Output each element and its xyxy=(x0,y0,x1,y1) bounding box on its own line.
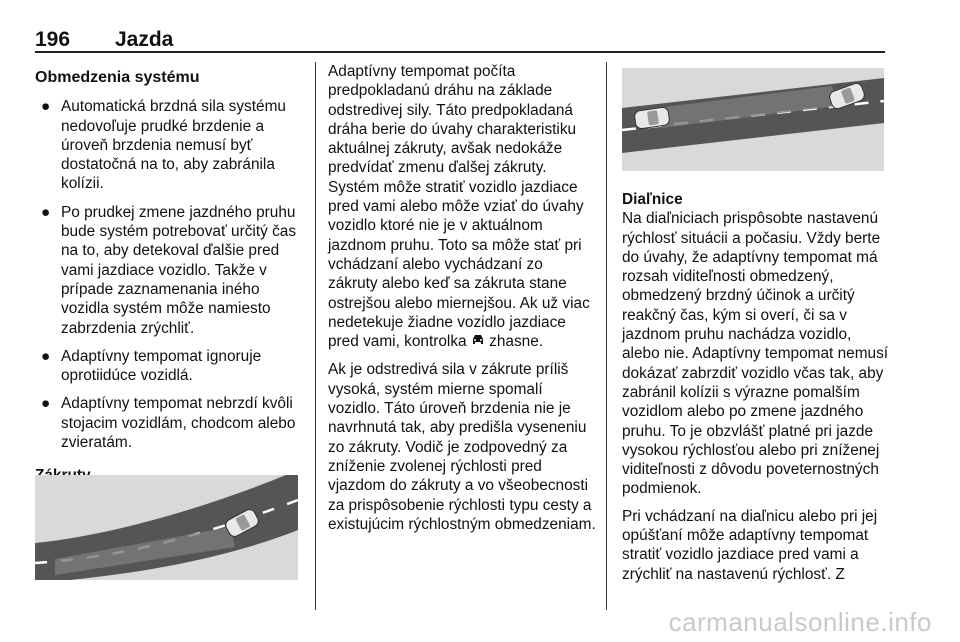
list-item: ● Automatická brzdná sila systému nedovoľuje prudké brzdenie a úroveň brzdenia nemusí byť dostatočná na to, aby zabránila kolízii. xyxy=(41,98,286,193)
highway-illustration xyxy=(622,68,884,171)
page-header xyxy=(35,28,885,52)
page-number: 196 xyxy=(35,28,71,51)
bullet-icon: ● xyxy=(41,98,51,116)
list-item: ● Po prudkej zmene jazdného pruhu bude systém potrebovať určitý čas na to, aby detekoval ďalšie pred vami jazdiace vozidlo. Takže v prípade zaznamenania iného vozidla systém môže namiesto zabrzdenia zrýchliť. xyxy=(41,203,297,337)
paragraph: Ak je odstredivá sila v zákrute príliš vysoká, systém mierne spomalí vozidlo. Táto úroveň brzdenia nie je navrhnutá tak, aby predišla vyseneniu zo zákruty. Vodič je zodpovedný za zníženie zvolenej rýchlosti pred vjazdom do zákruty a vo všeobecnosti za prispôsobenie rýchlosti typu cesty a existujúcim rýchlostným obmedzeniam. xyxy=(328,361,596,533)
header-rule xyxy=(35,51,885,53)
list-item: ● Adaptívny tempomat ignoruje oprotiidúce vozidlá. xyxy=(41,347,262,385)
column-middle xyxy=(328,62,596,542)
column-divider xyxy=(315,62,316,610)
column-divider xyxy=(606,62,607,610)
paragraph: Pri vchádzaní na diaľnicu alebo pri jej opúšťaní môže adaptívny tempomat stratiť vozidlo jazdiace pred vami a zrýchliť na nastavenú rýchlosť. Z xyxy=(622,507,878,583)
list-item: ● Adaptívny tempomat nebrzdí kvôli stojacim vozidlám, chodcom alebo zvieratám. xyxy=(41,395,296,452)
paragraph: Adaptívny tempomat počíta predpokladanú dráhu na základe odstredivej sily. Táto predpokladaná dráha berie do úvahy charakteristiku aktuálnej zákruty, avšak nedokáže predvídať zmenu ďalšej zákruty. Systém môže stratiť vozidlo jazdiace pred vami alebo môže vziať do úvahy vozidlo ktoré nie je v aktuálnom jazdnom pruhu. Toto sa môže stať pri vchádzaní alebo vychádzaní zo zákruty alebo keď sa zákruta stane ostrejšou alebo miernejšou. Ak už viac nedetekuje žiadne vozidlo jazdiace pred vami, kontrolka zhasne. xyxy=(328,62,596,352)
curve-illustration xyxy=(35,475,298,580)
column-right xyxy=(622,190,892,592)
column-left xyxy=(35,62,303,486)
limitations-list xyxy=(35,97,303,452)
section-title: Obmedzenia systému xyxy=(35,69,200,86)
bullet-icon: ● xyxy=(41,395,51,413)
chapter-title: Jazda xyxy=(115,28,174,51)
bullet-icon: ● xyxy=(41,203,51,221)
vehicle-ahead-indicator-icon xyxy=(471,333,485,352)
paragraph: Na diaľniciach prispôsobte nastavenú rýchlosť situácii a počasiu. Vždy berte do úvahy, že adaptívny tempomat má rozsah viditeľnosti obmedzený, obmedzený brzdný účinok a určitý reakčný čas, kým si overí, či sa v jazdnom pruhu nachádza vozidlo, alebo nie. Adaptívny tempomat nemusí dokázať zabrzdiť vozidlo včas tak, aby zabránil kolízii s výrazne pomalším vozidlom alebo po zmene jazdného pruhu. To je obzvlášť platné pri jazde vysokou rýchlosťou alebo pri zníženej viditeľnosti z dôvodu poveternostných podmienok. xyxy=(622,210,889,498)
bullet-icon: ● xyxy=(41,347,51,365)
watermark: carmanualsonline.info xyxy=(668,607,932,637)
subsection-title-highways: Diaľnice xyxy=(622,191,683,208)
